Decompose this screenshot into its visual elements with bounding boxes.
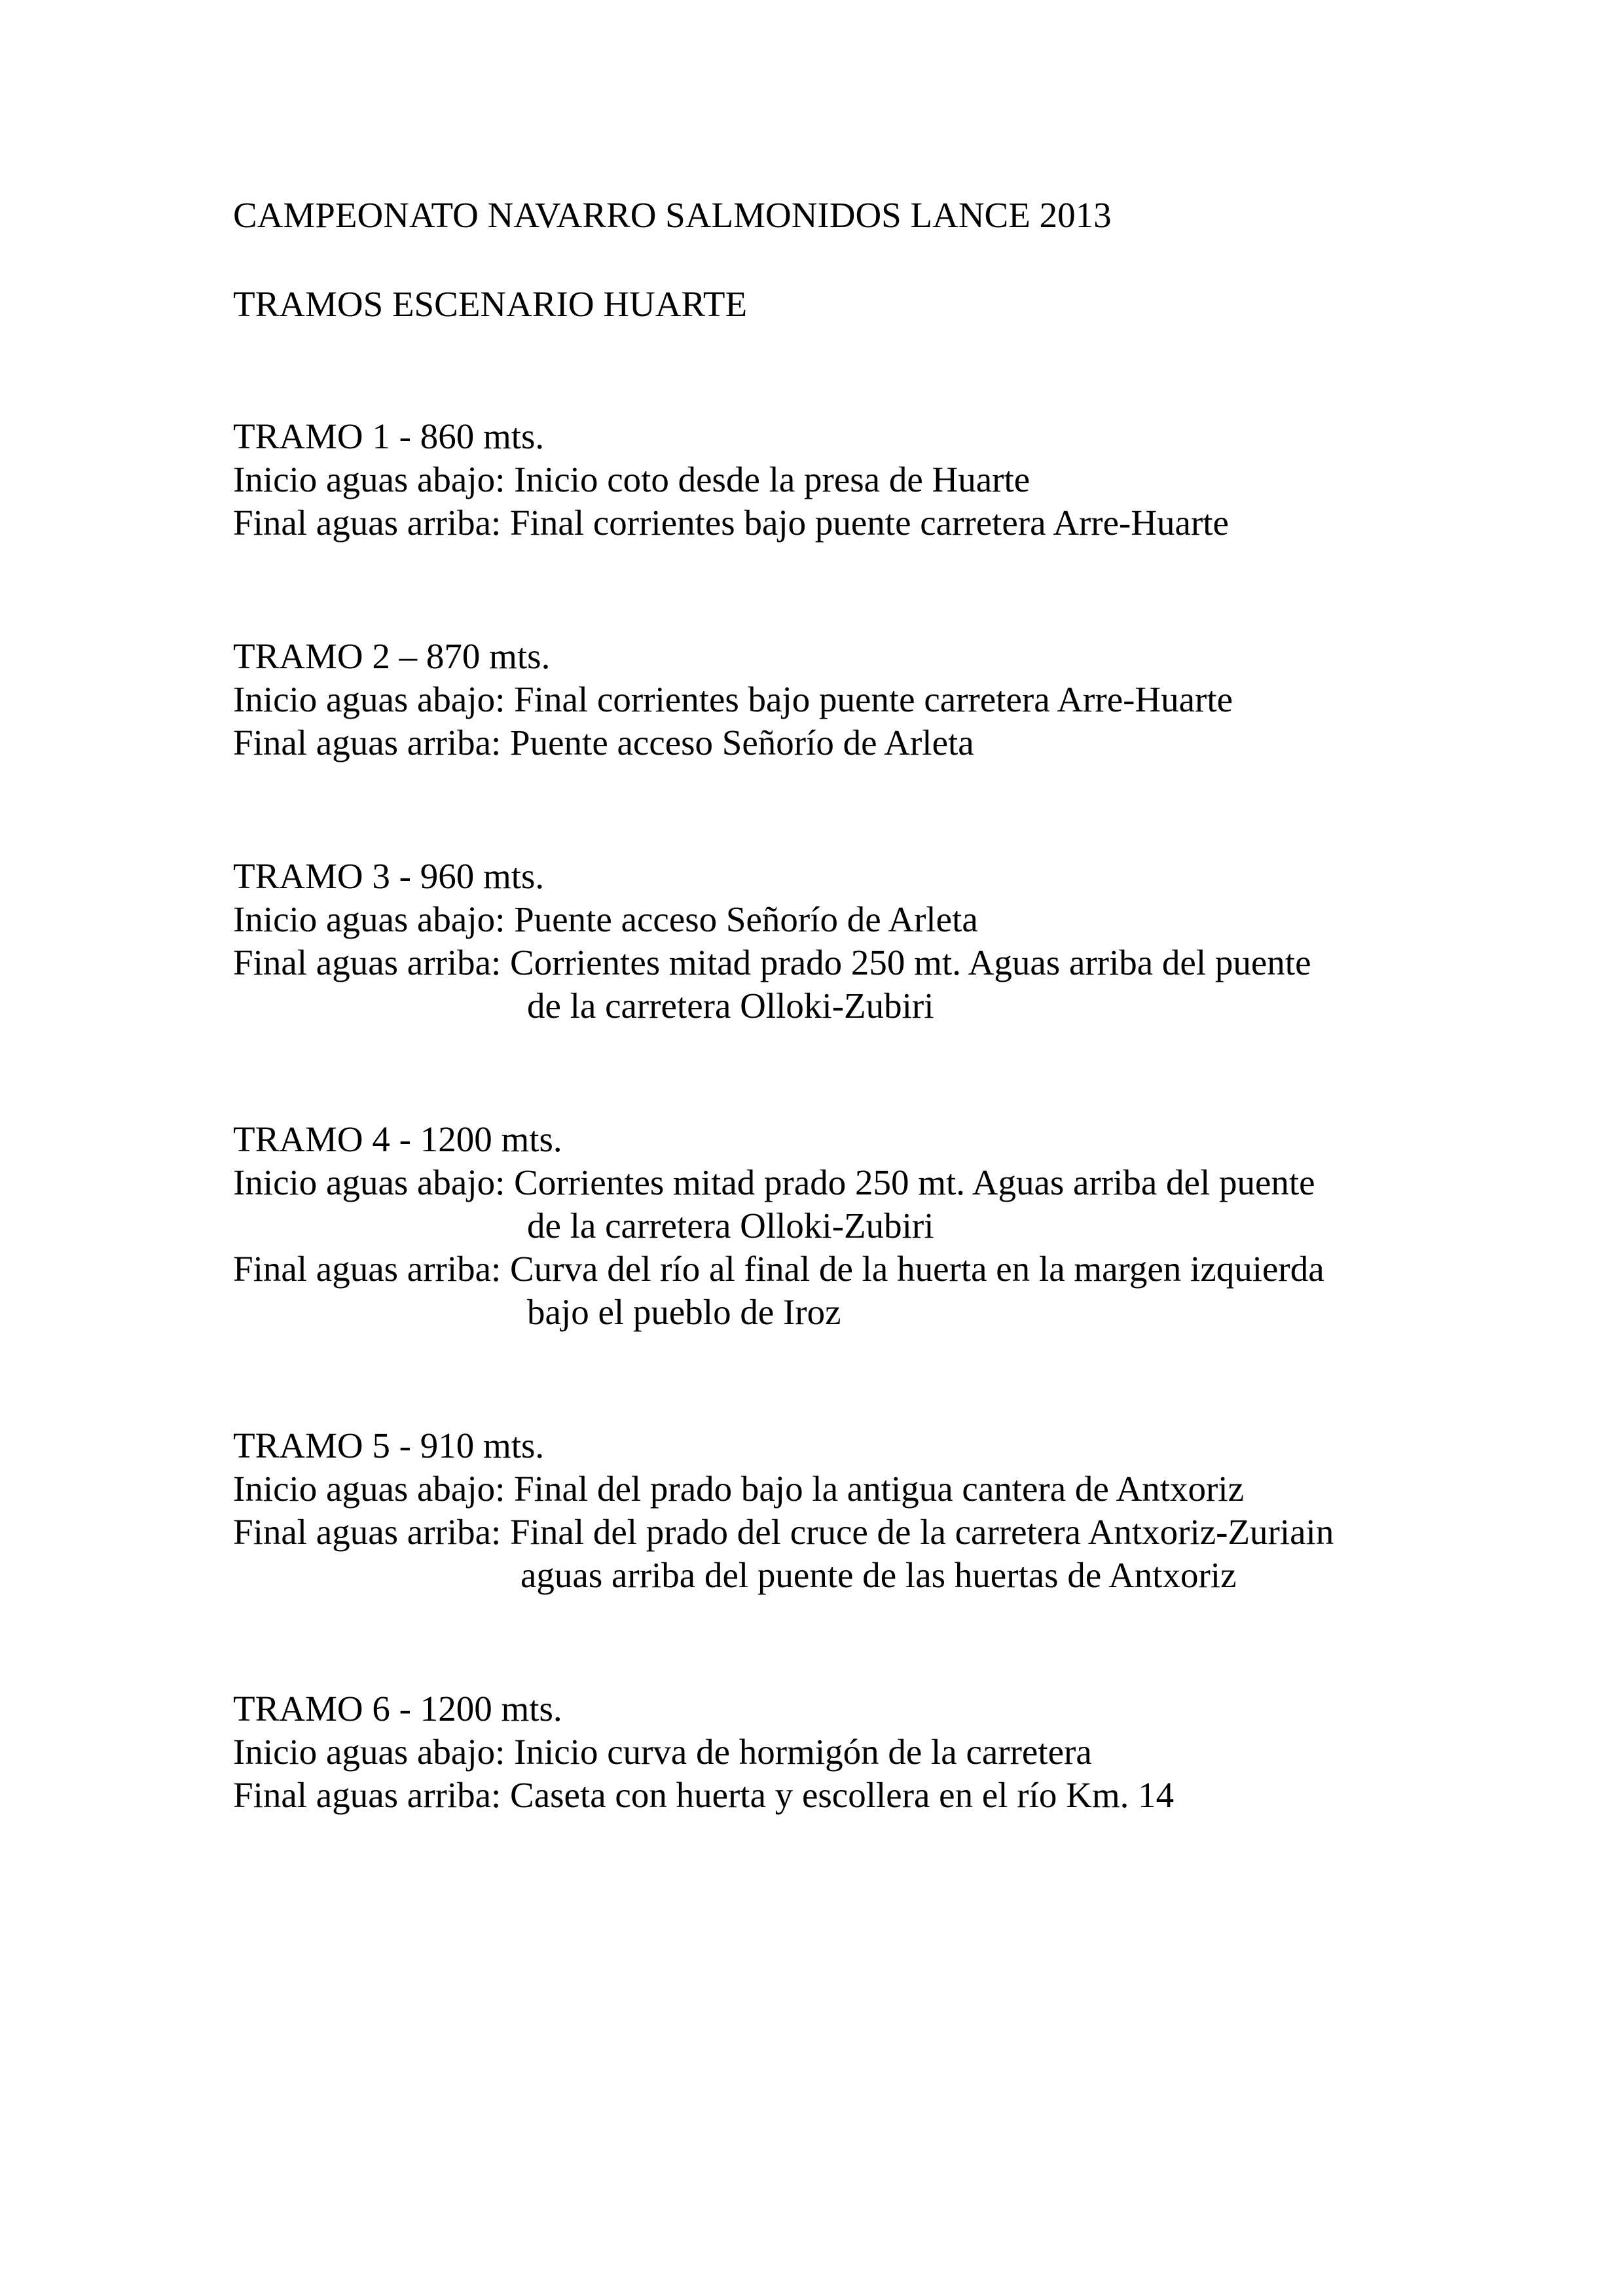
tramo-final: Final aguas arriba: Corrientes mitad prado 250 mt. Aguas arriba del puente	[233, 942, 1311, 982]
tramo-heading: TRAMO 6 - 1200 mts.	[233, 1689, 562, 1729]
tramo-final-continuation: de la carretera Olloki-Zubiri	[527, 986, 934, 1026]
tramo-heading: TRAMO 2 – 870 mts.	[233, 636, 551, 676]
tramo-inicio: Inicio aguas abajo: Corrientes mitad prado 250 mt. Aguas arriba del puente	[233, 1162, 1315, 1202]
tramo-final: Final aguas arriba: Caseta con huerta y escollera en el río Km. 14	[233, 1775, 1175, 1815]
tramo-final: Final aguas arriba: Final del prado del cruce de la carretera Antxoriz-Zuriain	[233, 1512, 1334, 1552]
document-title: CAMPEONATO NAVARRO SALMONIDOS LANCE 2013	[233, 195, 1112, 235]
tramo-inicio: Inicio aguas abajo: Puente acceso Señorío de Arleta	[233, 899, 978, 939]
tramo-final: Final aguas arriba: Puente acceso Señorío de Arleta	[233, 723, 974, 762]
tramo-heading: TRAMO 4 - 1200 mts.	[233, 1119, 562, 1159]
tramo-final-continuation: bajo el pueblo de Iroz	[527, 1292, 841, 1332]
tramo-inicio: Inicio aguas abajo: Inicio coto desde la presa de Huarte	[233, 459, 1030, 499]
tramo-heading: TRAMO 3 - 960 mts.	[233, 856, 545, 896]
tramo-heading: TRAMO 5 - 910 mts.	[233, 1426, 545, 1465]
tramo-final: Final aguas arriba: Final corrientes bajo puente carretera Arre-Huarte	[233, 503, 1229, 543]
tramo-inicio: Inicio aguas abajo: Inicio curva de hormigón de la carretera	[233, 1732, 1092, 1772]
document-subtitle: TRAMOS ESCENARIO HUARTE	[233, 284, 748, 324]
tramo-inicio: Inicio aguas abajo: Final corrientes bajo puente carretera Arre-Huarte	[233, 679, 1233, 719]
tramo-heading: TRAMO 1 - 860 mts.	[233, 416, 545, 456]
tramo-final: Final aguas arriba: Curva del río al final de la huerta en la margen izquierda	[233, 1249, 1324, 1289]
tramo-inicio-continuation: de la carretera Olloki-Zubiri	[527, 1206, 934, 1246]
tramo-final-continuation: aguas arriba del puente de las huertas de Antxoriz	[520, 1555, 1237, 1595]
tramo-inicio: Inicio aguas abajo: Final del prado bajo la antigua cantera de Antxoriz	[233, 1469, 1245, 1509]
